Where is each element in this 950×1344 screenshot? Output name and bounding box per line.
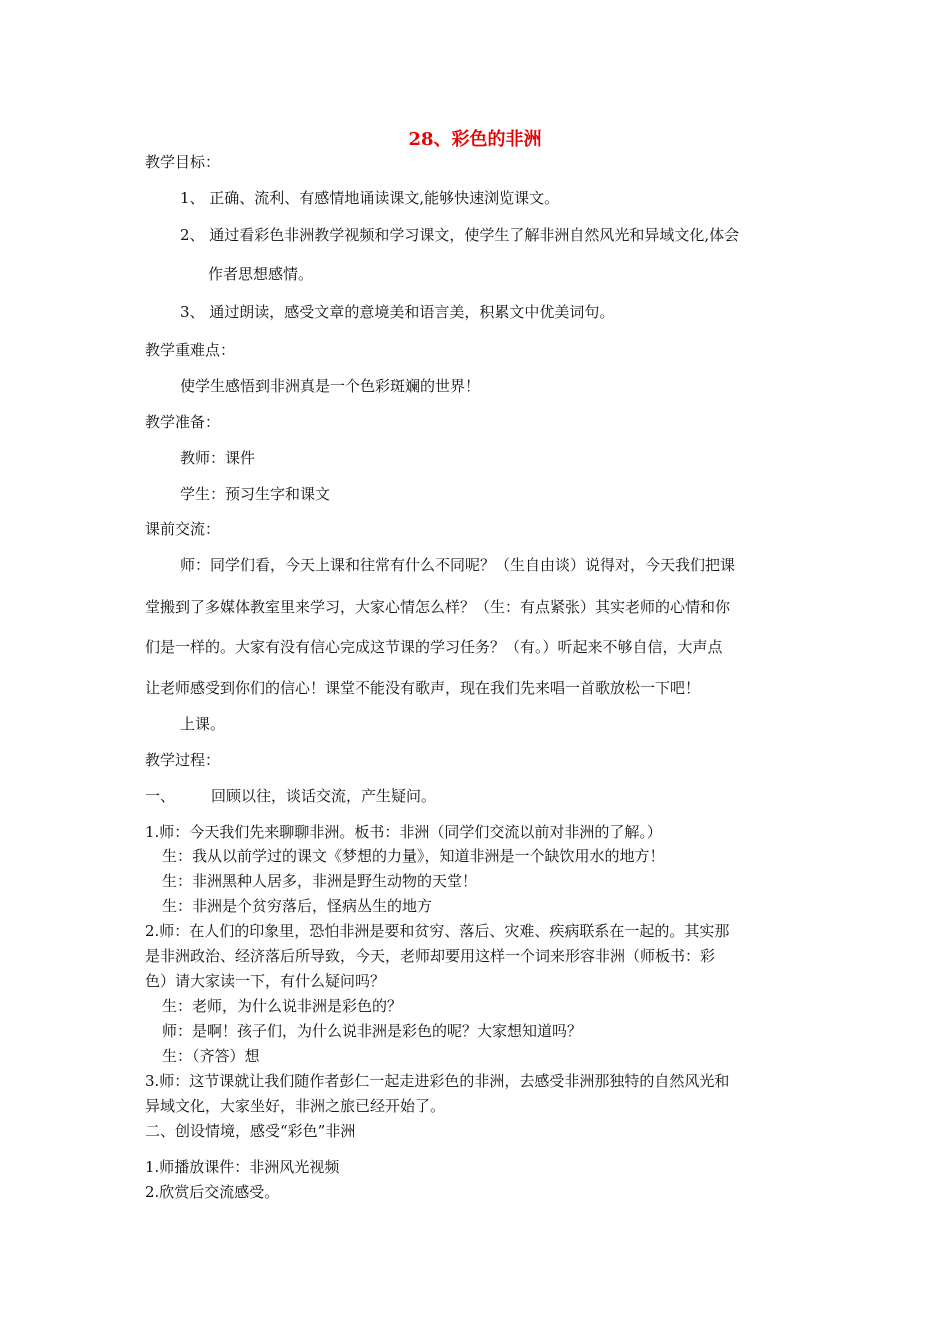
preparation-student: 学生：预习生字和课文 bbox=[180, 485, 331, 503]
section-2-line-2: 2.欣赏后交流感受。 bbox=[145, 1183, 280, 1201]
preparation-teacher: 教师：课件 bbox=[180, 449, 256, 467]
pre-class-line-2: 堂搬到了多媒体教室里来学习，大家心情怎么样？（生：有点紧张）其实老师的心情和你 bbox=[145, 598, 731, 616]
pre-class-start: 上课。 bbox=[180, 715, 226, 733]
pre-class-line-4: 让老师感受到你们的信心！课堂不能没有歌声，现在我们先来唱一首歌放松一下吧！ bbox=[145, 679, 701, 697]
section-2-title: 二、创设情境，感受“彩色”非洲 bbox=[145, 1122, 356, 1140]
section-1-number: 一、 bbox=[145, 787, 176, 805]
section-2-line-1: 1.师播放课件：非洲风光视频 bbox=[145, 1158, 340, 1176]
process-line-4: 生：非洲是个贫穷落后，怪病丛生的地方 bbox=[162, 897, 433, 915]
process-line-10: 生：（齐答）想 bbox=[162, 1047, 260, 1065]
goal-item-2-cont: 作者思想感情。 bbox=[208, 265, 314, 283]
goal-item-3: 3、 通过朗读，感受文章的意境美和语言美，积累文中优美词句。 bbox=[180, 303, 615, 321]
process-line-9: 师：是啊！孩子们，为什么说非洲是彩色的呢？大家想知道吗？ bbox=[162, 1022, 583, 1040]
process-line-1: 1.师：今天我们先来聊聊非洲。板书：非洲（同学们交流以前对非洲的了解。） bbox=[145, 823, 662, 841]
pre-class-heading: 课前交流： bbox=[145, 520, 221, 538]
process-line-6: 是非洲政治、经济落后所导致，今天，老师却要用这样一个词来形容非洲（师板书：彩 bbox=[145, 947, 716, 965]
process-line-11: 3.师：这节课就让我们随作者彭仁一起走进彩色的非洲，去感受非洲那独特的自然风光和 bbox=[145, 1072, 730, 1090]
process-line-12: 异域文化，大家坐好，非洲之旅已经开始了。 bbox=[145, 1097, 446, 1115]
goals-heading: 教学目标： bbox=[145, 153, 221, 171]
key-points-heading: 教学重难点： bbox=[145, 341, 236, 359]
process-line-7: 色）请大家读一下，有什么疑问吗？ bbox=[145, 972, 386, 990]
process-heading: 教学过程： bbox=[145, 751, 221, 769]
section-1-title: 回顾以往，谈话交流，产生疑问。 bbox=[211, 787, 437, 805]
process-line-3: 生：非洲黑种人居多，非洲是野生动物的天堂！ bbox=[162, 872, 478, 890]
pre-class-line-3: 们是一样的。大家有没有信心完成这节课的学习任务？（有。）听起来不够自信，大声点 bbox=[145, 638, 723, 656]
process-line-8: 生：老师，为什么说非洲是彩色的？ bbox=[162, 997, 403, 1015]
goal-item-1: 1、 正确、流利、有感情地诵读课文,能够快速浏览课文。 bbox=[180, 189, 560, 207]
preparation-heading: 教学准备： bbox=[145, 413, 221, 431]
process-line-5: 2.师：在人们的印象里，恐怕非洲是要和贫穷、落后、灾难、疾病联系在一起的。其实那 bbox=[145, 922, 730, 940]
key-points-text: 使学生感悟到非洲真是一个色彩斑斓的世界！ bbox=[180, 377, 481, 395]
page-title: 28、彩色的非洲 bbox=[408, 129, 542, 150]
pre-class-line-1: 师：同学们看，今天上课和往常有什么不同呢？（生自由谈）说得对，今天我们把课 bbox=[180, 556, 736, 574]
process-line-2: 生：我从以前学过的课文《梦想的力量》，知道非洲是一个缺饮用水的地方！ bbox=[162, 847, 665, 865]
goal-item-2: 2、 通过看彩色非洲教学视频和学习课文，使学生了解非洲自然风光和异域文化,体会 bbox=[180, 226, 740, 244]
